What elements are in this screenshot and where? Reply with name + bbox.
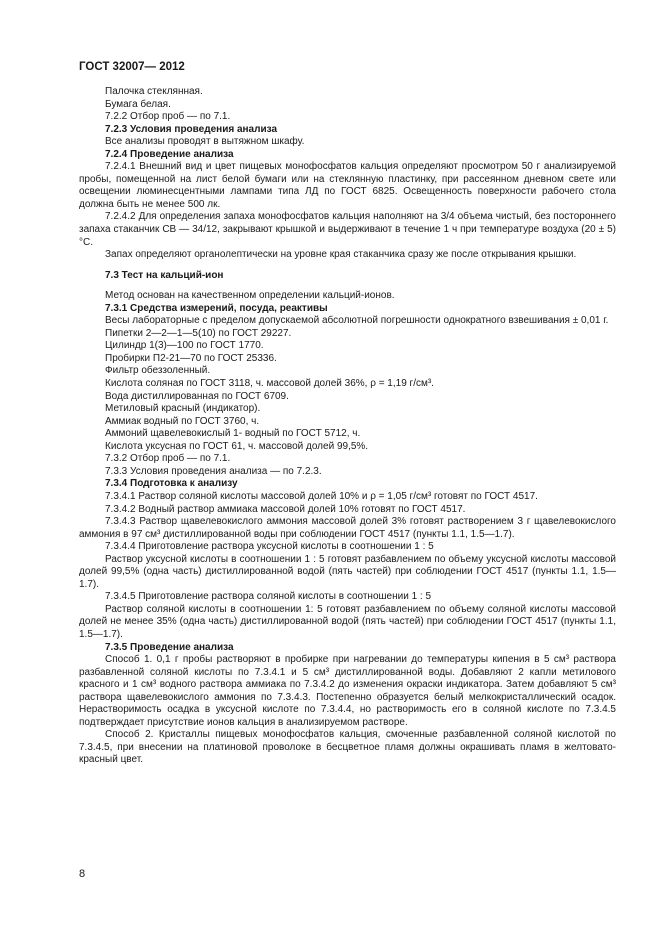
text-line: 7.3.4.5 Приготовление раствора соляной кислоты в соотношении 1 : 5	[105, 591, 432, 603]
paragraph: Способ 1. 0,1 г пробы растворяют в пробирке при нагревании до температуры кипения в 5 см³ раствора разбавленной соляной кислоты по 7.3.4.1 и 5 см³ дистиллированной воды. Добавляют 2 капли метилового красного и 1 см³ водного раствора аммиака по 7.3.4.2 до изменения окраски индикатора. Затем добавляют 5 см³ раствора щавелевокислого аммония по 7.3.4.3. Постепенно образуется белый мелкокристаллический осадок. Нерастворимость осадка в уксусной кислоте по 7.3.4.4, но растворимость его в соляной кислоте по 7.3.4.5 подтверждает присутствие ионов кальция в анализируемом растворе.	[79, 654, 616, 728]
text-line: Кислота соляная по ГОСТ 3118, ч. массовой долей 36%, ρ = 1,19 г/см³.	[105, 378, 434, 390]
text-line: Фильтр обеззоленный.	[105, 365, 211, 377]
text-line: Аммиак водный по ГОСТ 3760, ч.	[105, 415, 260, 427]
section-heading: 7.2.3 Условия проведения анализа	[105, 123, 278, 135]
text-line: Все анализы проводят в вытяжном шкафу.	[105, 136, 305, 148]
text-line: 7.2.2 Отбор проб — по 7.1.	[105, 111, 231, 123]
text-line: 7.3.4.1 Раствор соляной кислоты массовой долей 10% и ρ = 1,05 г/см³ готовят по ГОСТ 4517.	[105, 490, 538, 502]
paragraph: Способ 2. Кристаллы пищевых монофосфатов кальция, смоченные разбавленной соляной кислотой по 7.3.4.5, при внесении на платиновой проволоке в бесцветное пламя должны окрашивать пламя в желтовато-красный цвет.	[79, 729, 616, 766]
text-line: 7.3.4.2 Водный раствор аммиака массовой долей 10% готовят по ГОСТ 4517.	[105, 503, 466, 515]
paragraph: Раствор уксусной кислоты в соотношении 1 : 5 готовят разбавлением по объему уксусной кислоты массовой долей 99,5% (одна часть) дистиллированной водой (пять частей) при соблюдении ГОСТ 4517 (пункты 1.1, 1.5—1.7).	[79, 553, 616, 590]
section-heading: 7.2.4 Проведение анализа	[105, 148, 234, 160]
document-header: ГОСТ 32007— 2012	[79, 61, 185, 73]
text-line: Аммоний щавелевокислый 1- водный по ГОСТ 5712, ч.	[105, 428, 361, 440]
text-line: Пробирки П2-21—70 по ГОСТ 25336.	[105, 352, 277, 364]
section-heading: 7.3.4 Подготовка к анализу	[105, 478, 238, 490]
text-line: Метиловый красный (индикатор).	[105, 403, 261, 415]
text-line: Кислота уксусная по ГОСТ 61, ч. массовой долей 99,5%.	[105, 440, 369, 452]
text-line: 7.3.4.4 Приготовление раствора уксусной кислоты в соотношении 1 : 5	[105, 541, 434, 553]
section-heading: 7.3 Тест на кальций-ион	[105, 269, 224, 281]
paragraph: 7.2.4.1 Внешний вид и цвет пищевых монофосфатов кальция определяют просмотром 50 г анализируемой пробы, помещенной на лист белой бумаги или на стеклянную пластинку, при рассеянном дневном свете или освещении люминесцентными лампами типа ЛД по ГОСТ 6825. Освещенность поверхности рабочего стола должна быть не менее 500 лк.	[79, 161, 616, 210]
paragraph: 7.2.4.2 Для определения запаха монофосфатов кальция наполняют на 3/4 объема чистый, без постороннего запаха стаканчик СВ — 34/12, закрывают крышкой и выдерживают в течение 1 ч при температуре воздуха (20 ± 5) °С.	[79, 211, 616, 248]
text-line: 7.3.3 Условия проведения анализа — по 7.2.3.	[105, 465, 322, 477]
text-line: 7.3.2 Отбор проб — по 7.1.	[105, 453, 231, 465]
paragraph: 7.3.4.3 Раствор щавелевокислого аммония массовой долей 3% готовят растворением 3 г щавелевокислого аммония в 97 см³ дистиллированной воды при соблюдении ГОСТ 4517 (пункты 1.1, 1.5—1.7).	[79, 516, 616, 540]
section-heading: 7.3.5 Проведение анализа	[105, 641, 234, 653]
paragraph: Запах определяют органолептически на уровне края стаканчика сразу же после открывания крышки.	[105, 249, 577, 261]
text-line: Бумага белая.	[105, 98, 171, 110]
text-line: Метод основан на качественном определении кальций-ионов.	[105, 290, 395, 302]
text-line: Вода дистиллированная по ГОСТ 6709.	[105, 390, 289, 402]
text-line: Цилиндр 1(3)—100 по ГОСТ 1770.	[105, 340, 264, 352]
text-line: Пипетки 2—2—1—5(10) по ГОСТ 29227.	[105, 327, 292, 339]
section-heading: 7.3.1 Средства измерений, посуда, реактивы	[105, 302, 328, 314]
document-body	[79, 86, 616, 767]
paragraph: Весы лабораторные с пределом допускаемой абсолютной погрешности однократного взвешивания ± 0,01 г.	[105, 315, 609, 327]
page-number: 8	[79, 868, 86, 880]
text-line: Палочка стеклянная.	[105, 86, 203, 97]
paragraph: Раствор соляной кислоты в соотношении 1: 5 готовят разбавлением по объему соляной кислоты массовой долей не менее 35% (одна часть) дистиллированной водой (пять частей) при соблюдении ГОСТ 4517 (пункты 1.1, 1.5—1.7).	[79, 603, 616, 640]
